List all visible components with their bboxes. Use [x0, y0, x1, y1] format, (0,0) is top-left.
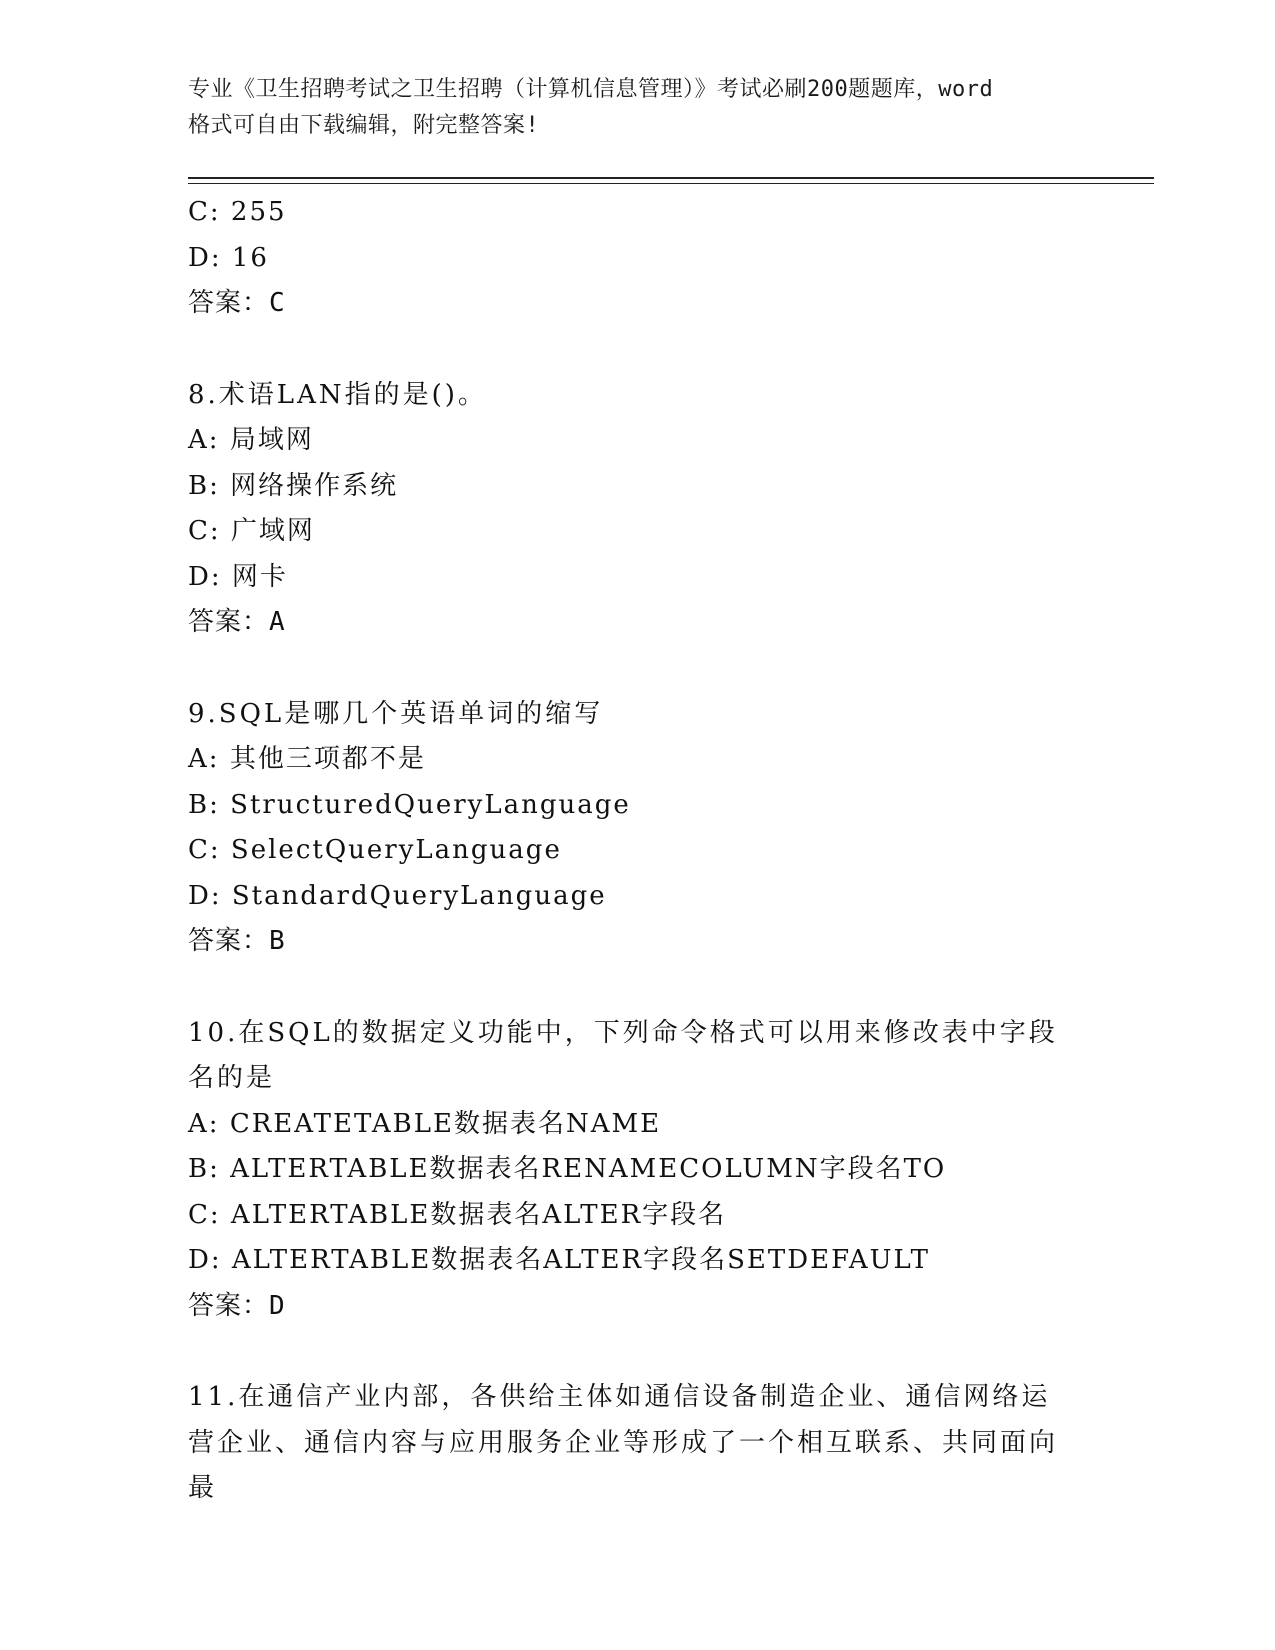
question-stem: 9.SQL是哪几个英语单词的缩写 — [188, 698, 604, 729]
answer-value: C — [269, 288, 286, 318]
option-letter: C: — [188, 516, 221, 546]
option-text: CREATETABLE数据表名NAME — [229, 1108, 662, 1139]
question-stem: 8.术语LAN指的是()。 — [188, 379, 487, 410]
option-line — [188, 737, 1088, 783]
option-text: ALTERTABLE数据表名RENAMECOLUMN字段名TO — [230, 1154, 947, 1184]
answer-label: 答案： — [188, 288, 270, 318]
option-text: StructuredQueryLanguage — [230, 789, 631, 820]
option-letter: D: — [188, 1245, 222, 1275]
option-letter: B: — [188, 470, 220, 501]
option-text: 255 — [230, 197, 287, 227]
question-block-9 — [188, 692, 1088, 965]
answer-value: B — [269, 926, 286, 956]
question-block-carryover — [188, 190, 1088, 327]
option-line — [188, 236, 1088, 282]
answer-line — [188, 600, 1088, 646]
option-text: StandardQueryLanguage — [231, 880, 607, 911]
option-line — [188, 1102, 1088, 1148]
option-line — [188, 1193, 1088, 1239]
option-line — [188, 190, 1088, 236]
option-line — [188, 509, 1088, 555]
option-letter: A: — [188, 744, 220, 774]
option-letter: B: — [188, 1154, 220, 1184]
header-line-2: 格式可自由下载编辑，附完整答案! — [188, 113, 540, 138]
option-line — [188, 1238, 1088, 1284]
question-stem: 11.在通信产业内部，各供给主体如通信设备制造企业、通信网络运营企业、通信内容与应用服务企业等形成了一个相互联系、共同面向最 — [188, 1382, 1059, 1503]
option-text: ALTERTABLE数据表名ALTER字段名SETDEFAULT — [231, 1245, 931, 1275]
option-letter: A: — [188, 425, 220, 455]
option-line — [188, 555, 1088, 601]
option-text: 其他三项都不是 — [229, 744, 426, 774]
option-text: ALTERTABLE数据表名ALTER字段名 — [230, 1199, 727, 1230]
question-block-10 — [188, 1011, 1088, 1330]
option-line — [188, 828, 1088, 874]
header-divider-thick — [188, 177, 1154, 179]
answer-value: A — [269, 607, 286, 637]
document-content — [188, 190, 1088, 1512]
option-letter: D: — [188, 880, 222, 911]
option-text: 网络操作系统 — [230, 470, 399, 501]
option-letter: A: — [188, 1108, 220, 1139]
document-header — [188, 72, 1088, 144]
option-letter: B: — [188, 789, 220, 820]
answer-line — [188, 1284, 1088, 1330]
answer-label: 答案： — [188, 607, 270, 637]
option-text: 广域网 — [230, 516, 315, 546]
option-text: 16 — [231, 242, 269, 273]
answer-label: 答案： — [188, 926, 270, 956]
option-line — [188, 1147, 1088, 1193]
option-line — [188, 783, 1088, 829]
answer-value: D — [269, 1290, 286, 1321]
question-block-11 — [188, 1375, 1088, 1512]
option-text: SelectQueryLanguage — [230, 835, 562, 865]
header-line-1: 专业《卫生招聘考试之卫生招聘（计算机信息管理）》考试必刷200题题库，word — [188, 77, 994, 102]
option-letter: D: — [188, 561, 222, 592]
option-text: 局域网 — [229, 425, 314, 455]
answer-label: 答案： — [188, 1290, 270, 1321]
option-text: 网卡 — [231, 561, 288, 592]
answer-line — [188, 919, 1088, 965]
option-letter: C: — [188, 835, 221, 865]
option-line — [188, 874, 1088, 920]
option-letter: C: — [188, 1199, 221, 1230]
answer-line — [188, 281, 1088, 327]
header-divider-thin — [188, 183, 1154, 184]
option-letter: D: — [188, 242, 222, 273]
option-line — [188, 418, 1088, 464]
option-letter: C: — [188, 197, 221, 227]
question-stem: 10.在SQL的数据定义功能中，下列命令格式可以用来修改表中字段名的是 — [188, 1017, 1058, 1093]
option-line — [188, 464, 1088, 510]
question-block-8 — [188, 373, 1088, 646]
